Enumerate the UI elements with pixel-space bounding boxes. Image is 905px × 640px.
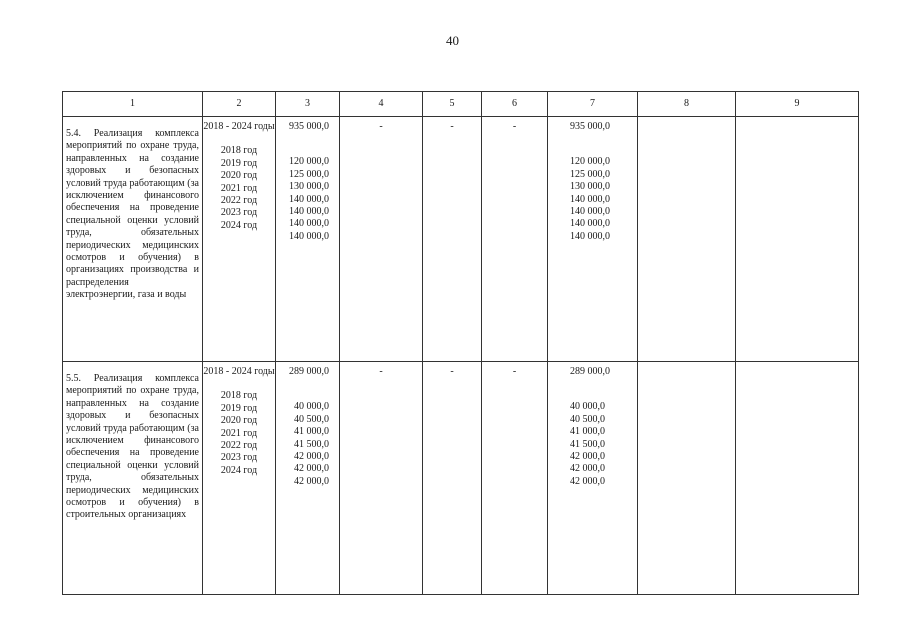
table-row [63, 362, 859, 595]
year-label: 2021 год [220, 182, 258, 194]
col7-year-amount: 42 000,0 [570, 463, 605, 475]
col7-year-amount: 140 000,0 [570, 218, 610, 230]
col8-value [638, 117, 736, 362]
col7-year-amount: 40 500,0 [570, 413, 605, 425]
year-label: 2020 год [220, 170, 258, 182]
col7-year-amount: 140 000,0 [570, 206, 610, 218]
year-amount: 40 000,0 [294, 401, 329, 413]
year-label: 2023 год [220, 207, 258, 219]
year-amount: 42 000,0 [294, 451, 329, 463]
header-col-1: 1 [63, 92, 203, 117]
header-col-9: 9 [736, 92, 859, 117]
row-description: 5.5. Реализация комплекса мероприятий по охране труда, направленных на создание здоровых и безопасных условий труда работающим (за исключением финансового обеспечения на проведение специальной оценки условий труда, обязательных периодических медицинских осмотров и обучения) в строительных организациях [63, 362, 203, 595]
header-col-8: 8 [638, 92, 736, 117]
col7-year-amount: 125 000,0 [570, 168, 610, 180]
col7-year-amount: 42 000,0 [570, 475, 605, 487]
col7-total: 935 000,0 [570, 121, 610, 132]
year-amount: 140 000,0 [289, 193, 329, 205]
year-amount: 140 000,0 [289, 206, 329, 218]
col7-funding [548, 362, 638, 595]
row-period [203, 117, 276, 362]
year-amount: 42 000,0 [294, 475, 329, 487]
col7-year-amount: 130 000,0 [570, 181, 610, 193]
row-total-funding [276, 362, 340, 595]
col7-total: 289 000,0 [570, 366, 610, 377]
year-amount: 41 000,0 [294, 426, 329, 438]
year-amount: 140 000,0 [289, 218, 329, 230]
table-row [63, 117, 859, 362]
year-amount: 41 500,0 [294, 438, 329, 450]
year-label: 2023 год [220, 452, 258, 464]
page-number: 40 [446, 33, 459, 48]
row-total-funding [276, 117, 340, 362]
year-label: 2018 год [220, 145, 258, 157]
year-label: 2019 год [220, 402, 258, 414]
year-label: 2021 год [220, 427, 258, 439]
period-range: 2018 - 2024 годы [203, 121, 275, 132]
col9-value [736, 362, 859, 595]
col4-value: - [340, 117, 423, 362]
year-label: 2020 год [220, 415, 258, 427]
header-col-2: 2 [203, 92, 276, 117]
year-amount: 130 000,0 [289, 181, 329, 193]
col8-value [638, 362, 736, 595]
col7-year-amount: 41 000,0 [570, 426, 605, 438]
col7-yearly-amounts [570, 401, 637, 488]
total-amount: 935 000,0 [289, 121, 329, 132]
col9-value [736, 117, 859, 362]
col7-year-amount: 140 000,0 [570, 230, 610, 242]
col7-year-amount: 120 000,0 [570, 156, 610, 168]
col5-value: - [423, 362, 482, 595]
yearly-amounts [276, 156, 329, 243]
col4-value: - [340, 362, 423, 595]
year-list [203, 390, 275, 477]
col7-year-amount: 41 500,0 [570, 438, 605, 450]
col7-funding [548, 117, 638, 362]
row-description: 5.4. Реализация комплекса мероприятий по охране труда, направленных на создание здоровых и безопасных условий труда работающим (за исключением финансового обеспечения на проведение специальной оценки условий труда, обязательных периодических медицинских осмотров и обучения) в организациях производства и распределения электроэнергии, газа и воды [63, 117, 203, 362]
header-col-3: 3 [276, 92, 340, 117]
header-col-5: 5 [423, 92, 482, 117]
year-label: 2018 год [220, 390, 258, 402]
col6-value: - [482, 362, 548, 595]
yearly-amounts [276, 401, 329, 488]
year-amount: 120 000,0 [289, 156, 329, 168]
year-amount: 40 500,0 [294, 413, 329, 425]
year-amount: 140 000,0 [289, 230, 329, 242]
year-label: 2022 год [220, 440, 258, 452]
col7-yearly-amounts [570, 156, 637, 243]
col7-year-amount: 42 000,0 [570, 451, 605, 463]
header-col-4: 4 [340, 92, 423, 117]
col7-year-amount: 40 000,0 [570, 401, 605, 413]
period-range: 2018 - 2024 годы [203, 366, 275, 377]
header-row [63, 92, 859, 117]
year-label: 2024 год [220, 219, 258, 231]
col6-value: - [482, 117, 548, 362]
year-label: 2022 год [220, 195, 258, 207]
header-col-6: 6 [482, 92, 548, 117]
col5-value: - [423, 117, 482, 362]
header-col-7: 7 [548, 92, 638, 117]
row-period [203, 362, 276, 595]
budget-table [62, 91, 859, 595]
total-amount: 289 000,0 [289, 366, 329, 377]
year-list [203, 145, 275, 232]
col7-year-amount: 140 000,0 [570, 193, 610, 205]
year-label: 2019 год [220, 157, 258, 169]
year-amount: 42 000,0 [294, 463, 329, 475]
year-amount: 125 000,0 [289, 168, 329, 180]
year-label: 2024 год [220, 464, 258, 476]
